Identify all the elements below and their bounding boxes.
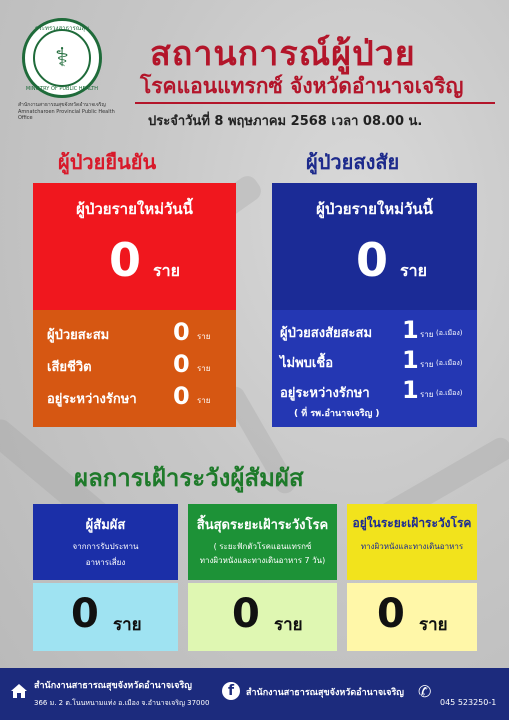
suspected-row-negative (280, 348, 475, 372)
confirmed-new-panel (33, 183, 236, 310)
office-name-thai: สำนักงานสาธารณสุขจังหวัดอำนาจเจริญ (18, 102, 106, 108)
box-title: สิ้นสุดระยะเฝ้าระวังโรค (196, 518, 329, 533)
row-unit: ราย (420, 360, 434, 369)
footer-address: 366 ม. 2 ต.โนนหนามแท่ง อ.เมือง จ.อำนาจเจริญ 37000 (34, 699, 210, 707)
report-date: ประจำวันที่ 8 พฤษภาคม 2568 เวลา 08.00 น. (148, 114, 423, 129)
footer-bar (0, 668, 509, 720)
row-note: (อ.เมือง) (436, 359, 463, 367)
row-unit: ราย (197, 364, 211, 373)
box-count: 0 (377, 591, 405, 637)
page-subtitle: โรคแอนแทรกซ์ จังหวัดอำนาจเจริญ (140, 74, 464, 98)
box-unit: ราย (113, 615, 142, 635)
row-label: เสียชีวิต (47, 360, 92, 375)
contacts-header-box (33, 504, 178, 580)
suspected-new-count: 0 (356, 233, 389, 287)
row-value: 0 (173, 350, 190, 378)
box-count: 0 (232, 591, 260, 637)
confirmed-row-deaths (47, 352, 232, 376)
facebook-icon: f (222, 682, 240, 700)
row-label: ผู้ป่วยสะสม (47, 328, 110, 343)
title-divider (135, 102, 495, 104)
row-note: (อ.เมือง) (436, 329, 463, 337)
box-subtitle: อาหารเสี่ยง (85, 558, 126, 567)
row-label: ผู้ป่วยสงสัยสะสม (280, 326, 373, 341)
hospital-note: ( ที่ รพ.อำนาจเจริญ ) (294, 409, 380, 419)
suspected-summary-panel (272, 310, 477, 427)
box-subtitle: จากการรับประทาน (72, 542, 139, 551)
box-title: อยู่ในระยะเฝ้าระวังโรค (352, 516, 472, 530)
logo-ring-bottom-text: MINISTRY OF PUBLIC HEALTH (25, 86, 99, 92)
confirmed-row-cumulative (47, 320, 232, 344)
suspected-new-title: ผู้ป่วยรายใหม่วันนี้ (316, 200, 433, 218)
box-subtitle: ทางผิวหนังและทางเดินอาหาร 7 วัน) (199, 556, 326, 565)
row-label: อยู่ระหว่างรักษา (280, 386, 370, 401)
home-icon (10, 682, 28, 700)
suspected-new-panel (272, 183, 477, 310)
under-watch-value-box (347, 583, 477, 651)
ministry-logo (22, 18, 102, 98)
contacts-value-box (33, 583, 178, 651)
caduceus-icon: ⚕ (33, 29, 91, 87)
row-label: ไม่พบเชื้อ (280, 356, 334, 371)
completed-watch-value-box (188, 583, 337, 651)
suspected-heading: ผู้ป่วยสงสัย (306, 150, 400, 174)
row-unit: ราย (420, 330, 434, 339)
row-value: 1 (402, 376, 419, 404)
page-title: สถานการณ์ผู้ป่วย (150, 34, 416, 74)
surveillance-heading: ผลการเฝ้าระวังผู้สัมผัส (74, 464, 304, 492)
confirmed-new-count: 0 (109, 233, 142, 287)
confirmed-heading: ผู้ป่วยยืนยัน (58, 150, 157, 174)
confirmed-new-unit: ราย (153, 261, 180, 280)
row-unit: ราย (197, 396, 211, 405)
office-name-english: Amnatcharoen Provincial Public Health Office (18, 109, 115, 121)
footer-facebook-name[interactable]: สำนักงานสาธารณสุขจังหวัดอำนาจเจริญ (246, 688, 404, 698)
confirmed-row-treatment (47, 384, 232, 408)
logo-ring-top-text: กระทรวงสาธารณสุข (34, 25, 90, 32)
suspected-row-cumulative (280, 318, 475, 342)
phone-icon: ✆ (418, 682, 432, 701)
confirmed-summary-panel (33, 310, 236, 427)
row-value: 0 (173, 382, 190, 410)
box-title: ผู้สัมผัส (85, 518, 126, 533)
box-count: 0 (71, 591, 99, 637)
under-watch-header-box (347, 504, 477, 580)
row-value: 1 (402, 346, 419, 374)
row-value: 0 (173, 318, 190, 346)
row-note: (อ.เมือง) (436, 389, 463, 397)
confirmed-new-title: ผู้ป่วยรายใหม่วันนี้ (76, 200, 193, 218)
row-unit: ราย (420, 390, 434, 399)
row-label: อยู่ระหว่างรักษา (47, 392, 137, 407)
row-value: 1 (402, 316, 419, 344)
box-unit: ราย (419, 615, 448, 635)
row-unit: ราย (197, 332, 211, 341)
suspected-row-treatment (280, 378, 475, 402)
footer-org-name: สำนักงานสาธารณสุขจังหวัดอำนาจเจริญ (34, 681, 192, 691)
box-subtitle: ( ระยะฟักตัวโรคแอนแทรกซ์ (213, 542, 312, 551)
box-subtitle: ทางผิวหนังและทางเดินอาหาร (360, 542, 464, 551)
footer-phone[interactable]: 045 523250-1 (440, 698, 497, 707)
completed-watch-header-box (188, 504, 337, 580)
box-unit: ราย (274, 615, 303, 635)
suspected-new-unit: ราย (400, 261, 427, 280)
